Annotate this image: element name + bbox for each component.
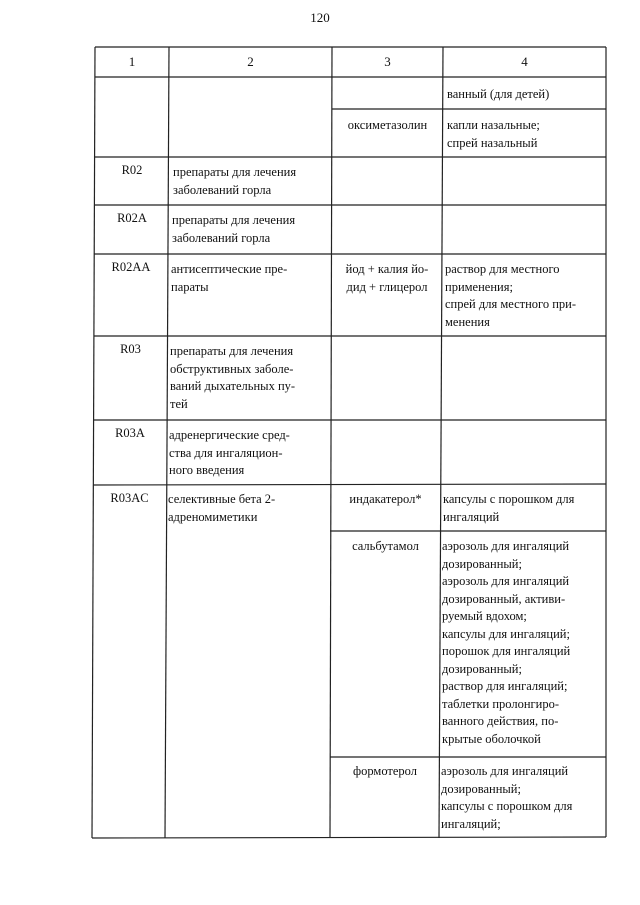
- group-name-cell: препараты для лечения заболеваний горла: [172, 213, 296, 245]
- dosage-forms-cell: аэрозоль для ингаляций дозированный; аэрозоль для ингаляций дозированный, активи- руемый вдохом; капсулы для ингаляций; порошок для ингаляций дозированный; раствор для ингаляций; таблетки пролонгиро- ванного действия, по- крытые оболочкой: [442, 539, 571, 746]
- atc-code-cell: R02: [121, 163, 143, 177]
- dosage-forms-cell: капсулы с порошком для ингаляций: [443, 492, 575, 524]
- column-header: 2: [247, 54, 254, 69]
- group-name-cell: препараты для лечения обструктивных заболе- ваний дыхательных пу- тей: [170, 344, 296, 411]
- atc-code-cell: R03AC: [110, 491, 149, 505]
- dosage-forms-cell: аэрозоль для ингаляций дозированный; капсулы с порошком для ингаляций;: [441, 764, 573, 831]
- group-name-cell: селективные бета 2- адреномиметики: [168, 492, 276, 524]
- substance-cell: индакатерол*: [349, 492, 422, 506]
- atc-code-cell: R02AA: [111, 260, 151, 274]
- substance-cell: формотерол: [353, 764, 417, 778]
- page-number: 120: [310, 10, 330, 25]
- group-name-cell: антисептические пре- параты: [171, 262, 288, 294]
- atc-code-cell: R03: [120, 342, 141, 356]
- dosage-forms-cell: капли назальные; спрей назальный: [447, 118, 540, 150]
- substance-cell: сальбутамол: [352, 539, 419, 553]
- group-name-cell: адренергические сред- ства для ингаляцион- ного введения: [169, 428, 290, 477]
- substance-cell: йод + калия йо- дид + глицерол: [345, 262, 429, 294]
- dosage-forms-cell: раствор для местного применения; спрей для местного при- менения: [445, 262, 577, 329]
- atc-code-cell: R02A: [117, 211, 147, 225]
- group-name-cell: препараты для лечения заболеваний горла: [173, 165, 297, 197]
- column-header: 3: [384, 54, 391, 69]
- atc-code-cell: R03A: [115, 426, 145, 440]
- column-header: 4: [521, 54, 528, 69]
- substance-cell: оксиметазолин: [347, 118, 428, 132]
- dosage-forms-cell: ванный (для детей): [447, 87, 550, 101]
- column-header: 1: [128, 54, 136, 69]
